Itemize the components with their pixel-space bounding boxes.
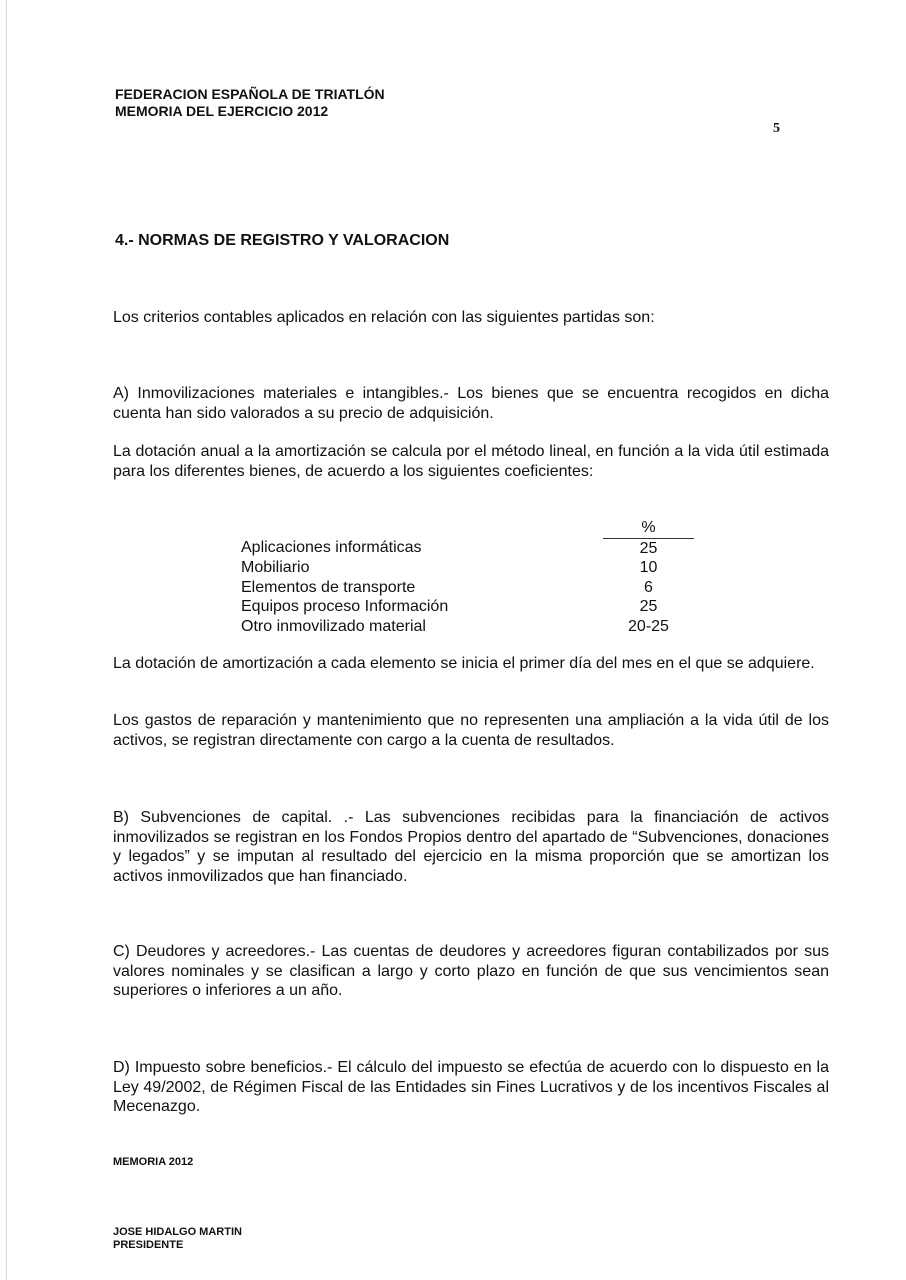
table-row	[241, 597, 694, 617]
table-header-row	[241, 518, 694, 538]
signer-name: JOSE HIDALGO MARTIN	[113, 1226, 242, 1238]
paragraph-a-repairs: Los gastos de reparación y mantenimiento que no representen una ampliación a la vida útil de los activos, se registran directamente con cargo a la cuenta de resultados.	[113, 712, 829, 749]
paragraph-a-start-date: La dotación de amortización a cada elemento se inicia el primer día del mes en el que se adquiere.	[113, 655, 815, 672]
asset-rate: 6	[644, 578, 653, 596]
paragraph-a-intangibles: A) Inmovilizaciones materiales e intangibles.- Los bienes que se encuentra recogidos en dicha cuenta han sido valorados a su precio de adquisición.	[113, 385, 829, 422]
intro-paragraph: Los criterios contables aplicados en relación con las siguientes partidas son:	[113, 309, 655, 326]
coefficients-table	[241, 518, 694, 636]
page-edge-line	[6, 0, 7, 1280]
asset-name: Aplicaciones informáticas	[241, 539, 422, 557]
asset-rate: 10	[639, 559, 658, 576]
header-report-title: MEMORIA DEL EJERCICIO 2012	[115, 103, 329, 119]
asset-name: Elementos de transporte	[241, 578, 416, 596]
asset-name: Otro inmovilizado material	[241, 617, 426, 635]
signature-block	[113, 1226, 242, 1252]
paragraph-a-amortization: La dotación anual a la amortización se calcula por el método lineal, en función a la vida útil estimada para los diferentes bienes, de acuerdo a los siguientes coeficientes:	[113, 443, 829, 480]
table-row	[241, 578, 694, 598]
table-row	[241, 617, 694, 637]
asset-name: Equipos proceso Información	[241, 598, 449, 615]
table-row	[241, 558, 694, 578]
page-number: 5	[773, 121, 780, 136]
table-row	[241, 538, 694, 558]
asset-rate: 25	[639, 598, 658, 615]
paragraph-c-debtors: C) Deudores y acreedores.- Las cuentas de deudores y acreedores figuran contabilizados por sus valores nominales y se clasifican a largo y corto plazo en función de que sus vencimientos sean superiores o inferiores a un año.	[113, 943, 829, 999]
asset-rate: 25	[639, 539, 658, 557]
signer-title: PRESIDENTE	[113, 1239, 184, 1251]
percent-header: %	[603, 518, 694, 538]
document-header	[115, 86, 385, 120]
paragraph-d-taxes: D) Impuesto sobre beneficios.- El cálculo del impuesto se efectúa de acuerdo con lo dispuesto en la Ley 49/2002, de Régimen Fiscal de las Entidades sin Fines Lucrativos y de los incentivos Fiscales al Mecenazgo.	[113, 1059, 829, 1115]
header-organization: FEDERACION ESPAÑOLA DE TRIATLÓN	[115, 86, 385, 102]
footer-memoria: MEMORIA 2012	[113, 1156, 194, 1168]
section-title: 4.- NORMAS DE REGISTRO Y VALORACION	[115, 232, 450, 249]
paragraph-b-subsidies: B) Subvenciones de capital. .- Las subvenciones recibidas para la financiación de activos inmovilizados se registran en los Fondos Propios dentro del apartado de “Subvenciones, donaciones y legados” y se imputan al resultado del ejercicio en la misma proporción que se amortizan los activos inmovilizados que han financiado.	[113, 809, 829, 885]
asset-name: Mobiliario	[241, 559, 310, 576]
asset-rate: 20-25	[628, 617, 669, 635]
